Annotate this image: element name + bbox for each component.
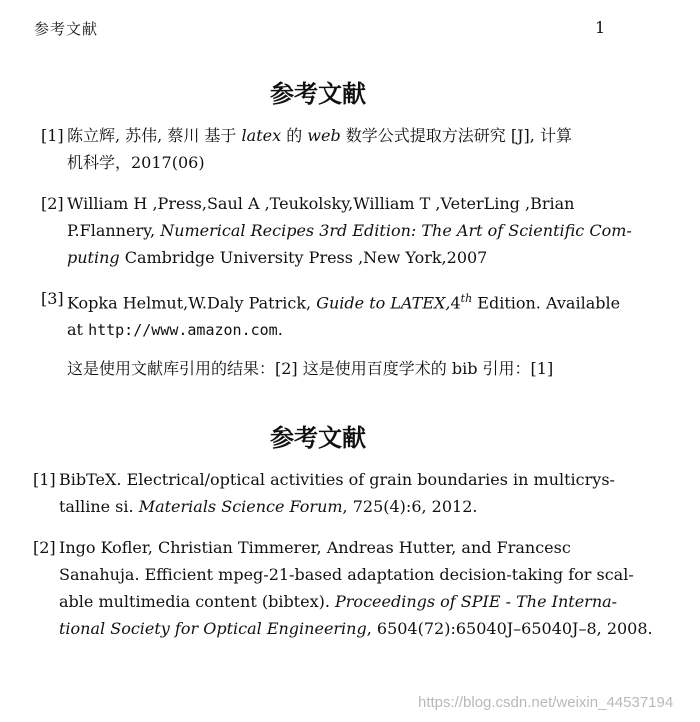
reference-1-1: [1] 陈立辉, 苏伟, 蔡川 基于 latex 的 web 数学公式提取方法研究 [J], 计算 机科学，2017(06) xyxy=(41,122,604,176)
reference-number: [2] xyxy=(41,194,64,213)
section-title-2: 参考文献 xyxy=(270,424,366,452)
reference-2-2: [2] Ingo Kofler, Christian Timmerer, Andreas Hutter, and Francesc Sanahuja. Efficient mpeg-21-based adaptation decision-taking for scal- able multimedia content (bibtex). Proceedings of SPIE - The Interna- tional Society for Optical Engineering, 6504(72):65040J–65040J–8, 2008. xyxy=(33,534,604,642)
reference-number: [3] xyxy=(41,289,64,308)
reference-number: [2] xyxy=(33,538,56,557)
citation-note: 这是使用文献库引用的结果：[2] 这是使用百度学术的 bib 引用：[1] xyxy=(67,359,554,378)
reference-1-3: [3] Kopka Helmut,W.Daly Patrick, Guide to LATEX,4th Edition. Available at http://www.amazon.com. xyxy=(41,285,604,344)
reference-number: [1] xyxy=(41,126,64,145)
reference-1-2: [2] William H ,Press,Saul A ,Teukolsky,William T ,VeterLing ,Brian P.Flannery, Numerical Recipes 3rd Edition: The Art of Scientific Com- puting Cambridge University Press ,New York,2007 xyxy=(41,190,604,271)
page-number: 1 xyxy=(595,18,606,37)
running-header: 参考文献 xyxy=(34,20,99,38)
section-title-1: 参考文献 xyxy=(270,80,366,108)
reference-number: [1] xyxy=(33,470,56,489)
amazon-link[interactable]: http://www.amazon.com xyxy=(88,321,278,340)
reference-2-1: [1] BibTeX. Electrical/optical activities of grain boundaries in multicrys- talline si. Materials Science Forum, 725(4):6, 2012. xyxy=(33,466,604,520)
watermark: https://blog.csdn.net/weixin_44537194 xyxy=(418,694,674,711)
